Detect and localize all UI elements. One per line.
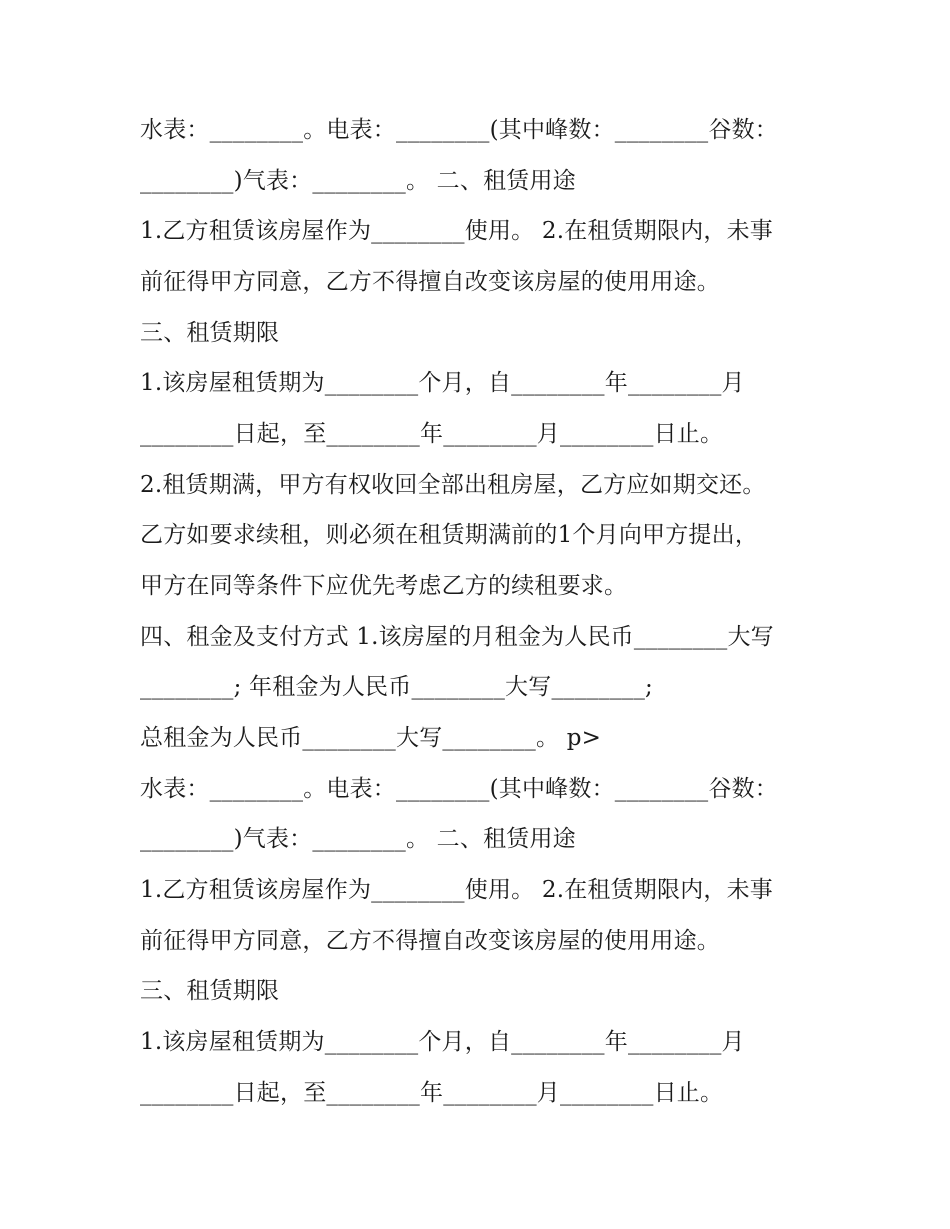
text-line: 前征得甲方同意，乙方不得擅自改变该房屋的使用用途。 <box>140 928 720 954</box>
text-line: 1.该房屋租赁期为________个月，自________年________月 <box>140 370 745 396</box>
text-line: 总租金为人民币________大写________。 p> <box>140 725 602 751</box>
text-line: ________)气表：________。 二、租赁用途 <box>140 168 576 194</box>
text-line: ________)气表：________。 二、租赁用途 <box>140 826 576 852</box>
text-line: 2.租赁期满，甲方有权收回全部出租房屋，乙方应如期交还。 <box>140 472 766 498</box>
text-line: 水表：________。电表：________(其中峰数：________谷数： <box>140 776 778 802</box>
text-line: ________日起，至________年________月________日止。 <box>140 1080 724 1106</box>
section-heading: 三、租赁期限 <box>140 978 280 1004</box>
text-line: ________; 年租金为人民币________大写________; <box>140 674 654 700</box>
text-line: 乙方如要求续租，则必须在租赁期满前的1个月向甲方提出， <box>140 522 759 548</box>
text-line: ________日起，至________年________月________日止。 <box>140 421 724 447</box>
section-heading: 三、租赁期限 <box>140 320 280 346</box>
text-line: 1.乙方租赁该房屋作为________使用。 2.在租赁期限内，未事 <box>140 877 773 903</box>
text-line: 水表：________。电表：________(其中峰数：________谷数： <box>140 117 778 143</box>
text-line: 1.乙方租赁该房屋作为________使用。 2.在租赁期限内，未事 <box>140 218 773 244</box>
text-line: 四、租金及支付方式 1.该房屋的月租金为人民币________大写 <box>140 624 774 650</box>
text-line: 1.该房屋租赁期为________个月，自________年________月 <box>140 1029 745 1055</box>
text-line: 前征得甲方同意，乙方不得擅自改变该房屋的使用用途。 <box>140 269 720 295</box>
text-line: 甲方在同等条件下应优先考虑乙方的续租要求。 <box>140 573 628 599</box>
